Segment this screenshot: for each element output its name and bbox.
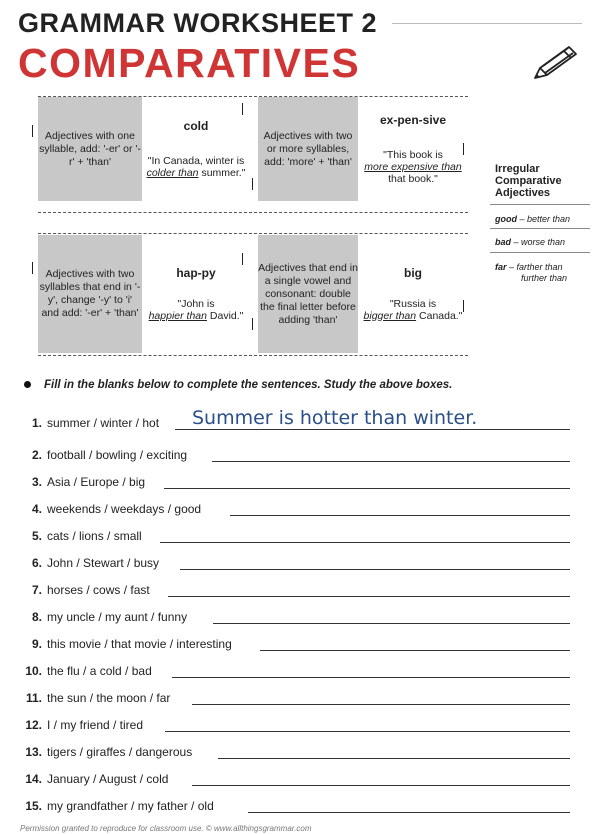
exercise-prompt: Asia / Europe / big xyxy=(47,475,146,489)
table-border xyxy=(38,212,468,213)
answer-blank[interactable] xyxy=(212,461,570,462)
answer-blank[interactable] xyxy=(192,704,570,705)
example-text: "John is xyxy=(177,297,215,310)
example-text: summer." xyxy=(201,166,246,179)
example-comparative: happier than xyxy=(148,309,207,322)
answer-blank[interactable] xyxy=(248,812,570,813)
answer-blank[interactable] xyxy=(180,569,570,570)
answer-text[interactable]: Summer is hotter than winter. xyxy=(192,407,478,429)
example-cell xyxy=(144,97,248,201)
example-text: David." xyxy=(209,309,244,322)
answer-blank[interactable] xyxy=(230,515,570,516)
divider xyxy=(490,228,590,229)
answer-blank[interactable] xyxy=(164,488,570,489)
exercise-prompt: my uncle / my aunt / funny xyxy=(47,610,188,624)
list-item: 5. cats / lions / small xyxy=(20,520,580,547)
list-item: 14. January / August / cold xyxy=(20,763,580,790)
exercise-prompt: this movie / that movie / interesting xyxy=(47,637,232,651)
rule-cell xyxy=(38,235,142,353)
list-item: 2. football / bowling / exciting xyxy=(20,439,580,466)
exercise-prompt: John / Stewart / busy xyxy=(47,556,160,570)
example-text: Canada." xyxy=(419,309,463,322)
answer-blank[interactable] xyxy=(218,758,570,759)
exercise-prompt: I / my friend / tired xyxy=(47,718,144,732)
rule-cell xyxy=(38,97,142,201)
answer-blank[interactable] xyxy=(260,650,570,651)
cut-mark xyxy=(242,253,243,265)
divider xyxy=(490,252,590,253)
cut-mark xyxy=(463,143,464,155)
instruction-text: Fill in the blanks below to complete the sentences. Study the above boxes. xyxy=(44,379,453,391)
pencil-icon xyxy=(531,42,579,82)
exercise-prompt: weekends / weekdays / good xyxy=(47,502,202,516)
answer-blank[interactable] xyxy=(192,785,570,786)
answer-blank[interactable] xyxy=(175,429,570,430)
title-rule xyxy=(392,23,582,24)
cut-mark xyxy=(252,318,253,330)
cut-mark xyxy=(252,178,253,190)
rule-text: Adjectives that end in a single vowel and consonant: double the final letter before adding 'than' xyxy=(258,261,358,326)
exercise-prompt: tigers / giraffes / dangerous xyxy=(47,745,193,759)
exercise-prompt: the flu / a cold / bad xyxy=(47,664,152,678)
exercise-prompt: January / August / cold xyxy=(47,772,169,786)
list-item: 11. the sun / the moon / far xyxy=(20,682,580,709)
list-item: 1. summer / winter / hot Summer is hotter than winter. xyxy=(20,407,580,434)
list-item: 10. the flu / a cold / bad xyxy=(20,655,580,682)
list-item: 12. I / my friend / tired xyxy=(20,709,580,736)
example-word: cold xyxy=(183,118,209,133)
cut-mark xyxy=(463,300,464,312)
list-item: 9. this movie / that movie / interesting xyxy=(20,628,580,655)
table-border xyxy=(38,355,468,356)
cut-mark xyxy=(32,262,33,274)
cut-mark xyxy=(32,125,33,137)
bullet-icon xyxy=(24,381,31,388)
example-text: "Russia is xyxy=(389,297,437,310)
answer-blank[interactable] xyxy=(160,542,570,543)
example-text: that book." xyxy=(388,172,438,185)
rule-text: Adjectives with two syllables that end in '-y', change '-y' to 'i' and add: '-er' + 'than' xyxy=(39,268,141,319)
example-cell xyxy=(360,97,466,201)
list-item: 15. my grandfather / my father / old xyxy=(20,790,580,817)
example-cell xyxy=(144,235,248,353)
answer-blank[interactable] xyxy=(168,596,570,597)
answer-blank[interactable] xyxy=(213,623,570,624)
example-comparative: colder than xyxy=(146,166,199,179)
divider xyxy=(490,204,590,205)
exercise-prompt: the sun / the moon / far xyxy=(47,691,171,705)
topic-title: COMPARATIVES xyxy=(18,40,361,86)
list-item: 13. tigers / giraffes / dangerous xyxy=(20,736,580,763)
list-item: 8. my uncle / my aunt / funny xyxy=(20,601,580,628)
cut-mark xyxy=(242,103,243,115)
example-comparative: more expensive than xyxy=(364,160,462,173)
irregular-item: good – better than xyxy=(495,214,571,224)
exercise-prompt: horses / cows / fast xyxy=(47,583,150,597)
example-text: "This book is xyxy=(383,148,443,161)
irregular-item: further than xyxy=(521,273,568,283)
rule-cell xyxy=(258,97,358,201)
list-item: 7. horses / cows / fast xyxy=(20,574,580,601)
example-comparative: bigger than xyxy=(363,309,417,322)
rule-text: Adjectives with two or more syllables, add: 'more' + 'than' xyxy=(263,129,353,168)
exercise-prompt: my grandfather / my father / old xyxy=(47,799,214,813)
example-cell xyxy=(360,235,466,353)
irregular-item: bad – worse than xyxy=(495,237,566,247)
example-word: big xyxy=(404,265,422,280)
rule-text: Adjectives with one syllable, add: '-er' or '-r' + 'than' xyxy=(39,129,141,168)
exercise-prompt: football / bowling / exciting xyxy=(47,448,188,462)
example-text: "In Canada, winter is xyxy=(147,154,245,167)
worksheet-title: GRAMMAR WORKSHEET 2 xyxy=(18,8,377,38)
example-word: ex-pen-sive xyxy=(379,112,447,127)
list-item: 4. weekends / weekdays / good xyxy=(20,493,580,520)
answer-blank[interactable] xyxy=(172,677,570,678)
exercise-prompt: cats / lions / small xyxy=(47,529,142,543)
exercise-prompt: summer / winter / hot xyxy=(47,416,160,430)
footer-credit: Permission granted to reproduce for classroom use. © www.allthingsgrammar.com xyxy=(20,824,312,833)
table-border xyxy=(38,233,468,234)
answer-blank[interactable] xyxy=(165,731,570,732)
example-word: hap-py xyxy=(176,265,216,280)
list-item: 6. John / Stewart / busy xyxy=(20,547,580,574)
irregular-item: far – farther than xyxy=(495,262,563,272)
irregular-title: Irregular Comparative Adjectives xyxy=(495,163,562,199)
list-item: 3. Asia / Europe / big xyxy=(20,466,580,493)
rule-cell xyxy=(258,235,358,353)
